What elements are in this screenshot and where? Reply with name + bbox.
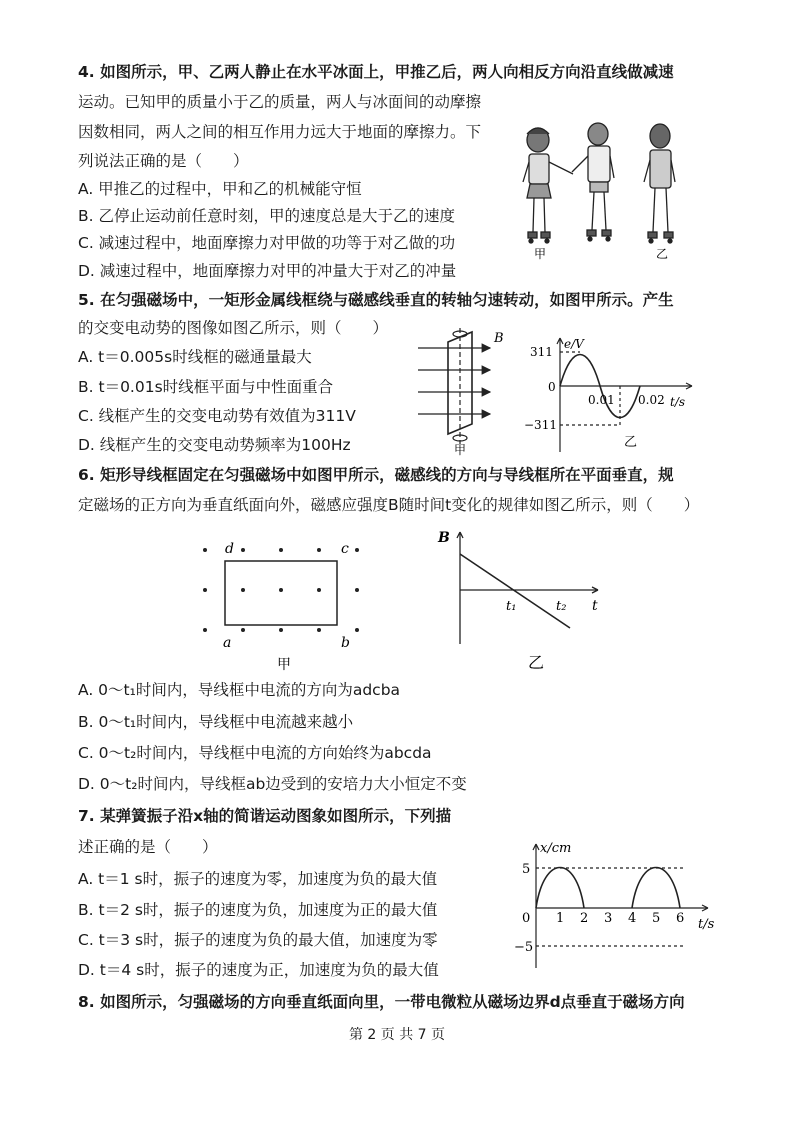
q5-x-axis-label: t/s bbox=[670, 395, 686, 409]
q5-option-d: D. 线框产生的交变电动势频率为100Hz bbox=[78, 436, 351, 454]
q4-fig-label-jia: 甲 bbox=[534, 247, 547, 261]
q6-y-axis-label: B bbox=[438, 530, 450, 546]
q6-stem-line-2: 定磁场的正方向为垂直纸面向外，磁感应强度B随时间t变化的规律如图乙所示，则（ ） bbox=[78, 496, 700, 514]
q7-tick-3: 3 bbox=[604, 911, 613, 926]
q5-t1-tick: 0.01 bbox=[588, 393, 615, 407]
q6-option-c: C. 0～t₂时间内，导线框中电流的方向始终为abcda bbox=[78, 744, 432, 762]
q5-emf-graph bbox=[520, 334, 710, 458]
page-footer: 第 2 页 共 7 页 bbox=[348, 1027, 446, 1043]
q6-corner-d: d bbox=[225, 541, 234, 557]
q6-fig1-caption: 甲 bbox=[277, 657, 291, 673]
q5-y-axis-label: e/V bbox=[564, 337, 584, 351]
q5-field-label: B bbox=[494, 331, 504, 346]
q5-fig1-caption: 甲 bbox=[454, 443, 467, 456]
q7-y-axis-label: x/cm bbox=[540, 841, 572, 856]
q4-stem-line-1: 4. 如图所示，甲、乙两人静止在水平冰面上，甲推乙后，两人向相反方向沿直线做减速 bbox=[78, 63, 674, 81]
q7-x-axis-label: t/s bbox=[698, 917, 715, 932]
q6-x-axis-label: t bbox=[592, 598, 598, 614]
q7-tick-1: 1 bbox=[556, 911, 565, 926]
q6-bt-graph bbox=[432, 524, 612, 674]
q7-stem-line-2: 述正确的是（ ） bbox=[78, 838, 218, 856]
q7-origin: 0 bbox=[522, 911, 531, 926]
q7-option-b: B. t＝2 s时，振子的速度为负，加速度为正的最大值 bbox=[78, 901, 438, 919]
q6-option-d: D. 0～t₂时间内，导线框ab边受到的安培力大小恒定不变 bbox=[78, 775, 467, 793]
q4-stem-line-2: 运动。已知甲的质量小于乙的质量，两人与冰面间的动摩擦 bbox=[78, 93, 482, 111]
q6-option-a: A. 0～t₁时间内，导线框中电流的方向为adcba bbox=[78, 681, 401, 699]
q4-stem-line-3: 因数相同，两人之间的相互作用力远大于地面的摩擦力。下 bbox=[78, 123, 482, 141]
q7-xt-graph bbox=[508, 836, 728, 976]
q6-option-b: B. 0～t₁时间内，导线框中电流越来越小 bbox=[78, 713, 354, 731]
q6-stem-line-1: 6. 矩形导线框固定在匀强磁场中如图甲所示，磁感线的方向与导线框所在平面垂直，规 bbox=[78, 466, 674, 484]
q5-origin: 0 bbox=[548, 380, 556, 394]
q7-tick-5: 5 bbox=[652, 911, 661, 926]
q5-option-a: A. t＝0.005s时线框的磁通量最大 bbox=[78, 348, 312, 366]
q7-tick-4: 4 bbox=[628, 911, 637, 926]
q4-option-c: C. 减速过程中，地面摩擦力对甲做的功等于对乙做的功 bbox=[78, 234, 456, 252]
q7-y-max: 5 bbox=[522, 862, 531, 877]
q6-corner-b: b bbox=[341, 635, 350, 651]
q7-tick-6: 6 bbox=[676, 911, 685, 926]
q7-option-c: C. t＝3 s时，振子的速度为负的最大值，加速度为零 bbox=[78, 931, 438, 949]
q5-option-b: B. t＝0.01s时线框平面与中性面重合 bbox=[78, 378, 334, 396]
q7-option-a: A. t＝1 s时，振子的速度为零，加速度为负的最大值 bbox=[78, 870, 438, 888]
q5-t2-tick: 0.02 bbox=[638, 393, 665, 407]
q4-stem-line-4: 列说法正确的是（ ） bbox=[78, 152, 249, 170]
q7-stem-line-1: 7. 某弹簧振子沿x轴的简谐运动图象如图所示，下列描 bbox=[78, 807, 452, 825]
q5-option-c: C. 线框产生的交变电动势有效值为311V bbox=[78, 407, 356, 425]
q4-option-b: B. 乙停止运动前任意时刻，甲的速度总是大于乙的速度 bbox=[78, 207, 455, 225]
q5-frame-figure bbox=[410, 328, 520, 456]
q4-fig-label-yi: 乙 bbox=[656, 247, 669, 261]
q7-tick-2: 2 bbox=[580, 911, 589, 926]
q6-fig2-caption: 乙 bbox=[528, 653, 545, 672]
q6-frame-figure bbox=[195, 535, 375, 675]
q6-corner-c: c bbox=[341, 541, 349, 557]
q5-y-max: 311 bbox=[530, 345, 553, 359]
q4-option-a: A. 甲推乙的过程中，甲和乙的机械能守恒 bbox=[78, 180, 362, 198]
q5-stem-line-2: 的交变电动势的图像如图乙所示，则（ ） bbox=[78, 319, 389, 337]
q5-fig2-caption: 乙 bbox=[624, 435, 638, 450]
q7-y-min: −5 bbox=[514, 940, 534, 955]
q8-stem-line-1: 8. 如图所示，匀强磁场的方向垂直纸面向里，一带电微粒从磁场边界d点垂直于磁场方向 bbox=[78, 993, 685, 1011]
q6-corner-a: a bbox=[223, 635, 232, 651]
q5-y-min: −311 bbox=[524, 418, 557, 432]
q6-t1-label: t₁ bbox=[506, 599, 517, 614]
q6-t2-label: t₂ bbox=[556, 599, 567, 614]
q4-option-d: D. 减速过程中，地面摩擦力对甲的冲量大于对乙的冲量 bbox=[78, 262, 457, 280]
q7-option-d: D. t＝4 s时，振子的速度为正，加速度为负的最大值 bbox=[78, 961, 439, 979]
skaters-figure bbox=[510, 120, 710, 268]
q5-stem-line-1: 5. 在匀强磁场中，一矩形金属线框绕与磁感线垂直的转轴匀速转动，如图甲所示。产生 bbox=[78, 291, 674, 309]
